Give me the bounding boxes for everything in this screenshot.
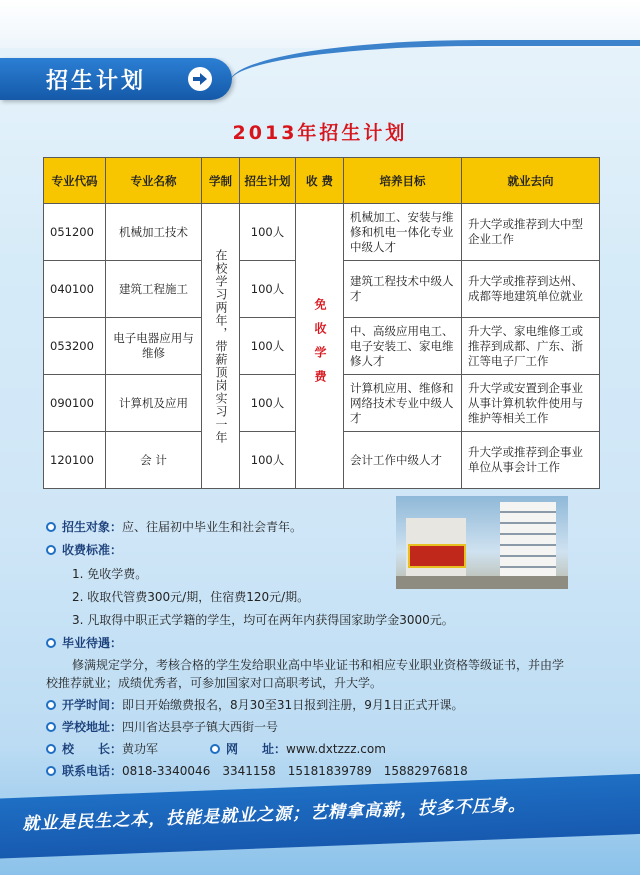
table-row	[44, 204, 600, 261]
cell-plan: 100人	[240, 375, 296, 432]
cell-plan: 100人	[240, 261, 296, 318]
cell-fee: 免收学费	[296, 204, 344, 489]
address-value: 四川省达县亭子镇大西街一号	[122, 720, 279, 734]
header-title: 招生计划	[46, 68, 147, 94]
info-start	[46, 697, 463, 713]
address-label: 学校地址：	[62, 720, 123, 734]
decorative-swoosh	[230, 40, 640, 110]
cell-name: 建筑工程施工	[106, 261, 202, 318]
phone-label: 联系电话：	[62, 764, 123, 778]
info-target	[46, 519, 302, 535]
cell-code: 120100	[44, 432, 106, 489]
target-label: 招生对象：	[62, 520, 123, 534]
cell-career: 升大学或推荐到达州、成都等地建筑单位就业	[462, 261, 600, 318]
cell-name: 机械加工技术	[106, 204, 202, 261]
header-banner	[0, 58, 232, 100]
principal-value: 黄功军	[122, 742, 159, 756]
slogan: 就业是民生之本，技能是就业之源；艺精拿高薪，技多不压身。	[21, 795, 527, 835]
header-name: 专业名称	[106, 158, 202, 204]
fee-item: 1. 免收学费。	[72, 567, 148, 581]
bullet-icon	[46, 638, 56, 648]
cell-goal: 机械加工、安装与维修和机电一体化专业中级人才	[344, 204, 462, 261]
cell-name: 计算机及应用	[106, 375, 202, 432]
info-graduate	[46, 635, 122, 651]
website-label: 网 址：	[226, 742, 287, 756]
header-fee: 收 费	[296, 158, 344, 204]
plan-title: 2013年招生计划	[232, 122, 408, 144]
cell-plan: 100人	[240, 204, 296, 261]
start-label: 开学时间：	[62, 698, 123, 712]
info-phone	[46, 763, 468, 779]
enrollment-plan-table	[43, 157, 600, 489]
bullet-icon	[46, 700, 56, 710]
fee-item: 3. 凡取得中职正式学籍的学生，均可在两年内获得国家助学金3000元。	[72, 613, 454, 627]
bullet-icon	[46, 766, 56, 776]
cell-plan: 100人	[240, 432, 296, 489]
header-career: 就业去向	[462, 158, 600, 204]
info-principal	[46, 741, 158, 757]
photo-ground	[396, 576, 568, 589]
cell-goal: 计算机应用、维修和网络技术专业中级人才	[344, 375, 462, 432]
fee-label: 收费标准：	[62, 543, 123, 557]
cell-code: 090100	[44, 375, 106, 432]
graduate-text-cont: 校推荐就业；成绩优秀者，可参加国家对口高职考试，升大学。	[46, 676, 383, 690]
info-address	[46, 719, 278, 735]
cell-term: 在校学习两年，带薪顶岗实习一年	[202, 204, 240, 489]
cell-code: 040100	[44, 261, 106, 318]
graduate-text: 修满规定学分，考核合格的学生发给职业高中毕业证书和相应专业职业资格等级证书，并由学	[72, 658, 565, 672]
graduate-label: 毕业待遇：	[62, 636, 123, 650]
header-plan: 招生计划	[240, 158, 296, 204]
school-photo	[396, 496, 568, 589]
cell-goal: 中、高级应用电工、电子安装工、家电维修人才	[344, 318, 462, 375]
website-value: www.dxtzzz.com	[286, 742, 386, 756]
cell-career: 升大学或推荐到大中型企业工作	[462, 204, 600, 261]
header-goal: 培养目标	[344, 158, 462, 204]
phone-value: 0818-3340046 3341158 15181839789 15882976818	[122, 764, 468, 778]
arrow-right-icon	[188, 67, 212, 91]
cell-goal: 建筑工程技术中级人才	[344, 261, 462, 318]
header-code: 专业代码	[44, 158, 106, 204]
cell-name: 电子电器应用与维修	[106, 318, 202, 375]
info-fee	[46, 542, 122, 558]
cell-career: 升大学或安置到企事业从事计算机软件使用与维护等相关工作	[462, 375, 600, 432]
cell-plan: 100人	[240, 318, 296, 375]
start-value: 即日开始缴费报名，8月30至31日报到注册，9月1日正式开课。	[122, 698, 464, 712]
cell-code: 051200	[44, 204, 106, 261]
fee-item: 2. 收取代管费300元/期，住宿费120元/期。	[72, 590, 310, 604]
photo-building-right	[500, 502, 556, 582]
header-term: 学制	[202, 158, 240, 204]
cell-career: 升大学或推荐到企事业单位从事会计工作	[462, 432, 600, 489]
cell-career: 升大学、家电维修工或推荐到成都、广东、浙江等电子厂工作	[462, 318, 600, 375]
bullet-icon	[210, 744, 220, 754]
bullet-icon	[46, 522, 56, 532]
bullet-icon	[46, 744, 56, 754]
bullet-icon	[46, 722, 56, 732]
table-header-row	[44, 158, 600, 204]
photo-red-sign	[408, 544, 466, 568]
cell-goal: 会计工作中级人才	[344, 432, 462, 489]
target-value: 应、往届初中毕业生和社会青年。	[122, 520, 303, 534]
bullet-icon	[46, 545, 56, 555]
cell-code: 053200	[44, 318, 106, 375]
info-website	[210, 741, 386, 757]
cell-name: 会 计	[106, 432, 202, 489]
principal-label: 校 长：	[62, 742, 123, 756]
